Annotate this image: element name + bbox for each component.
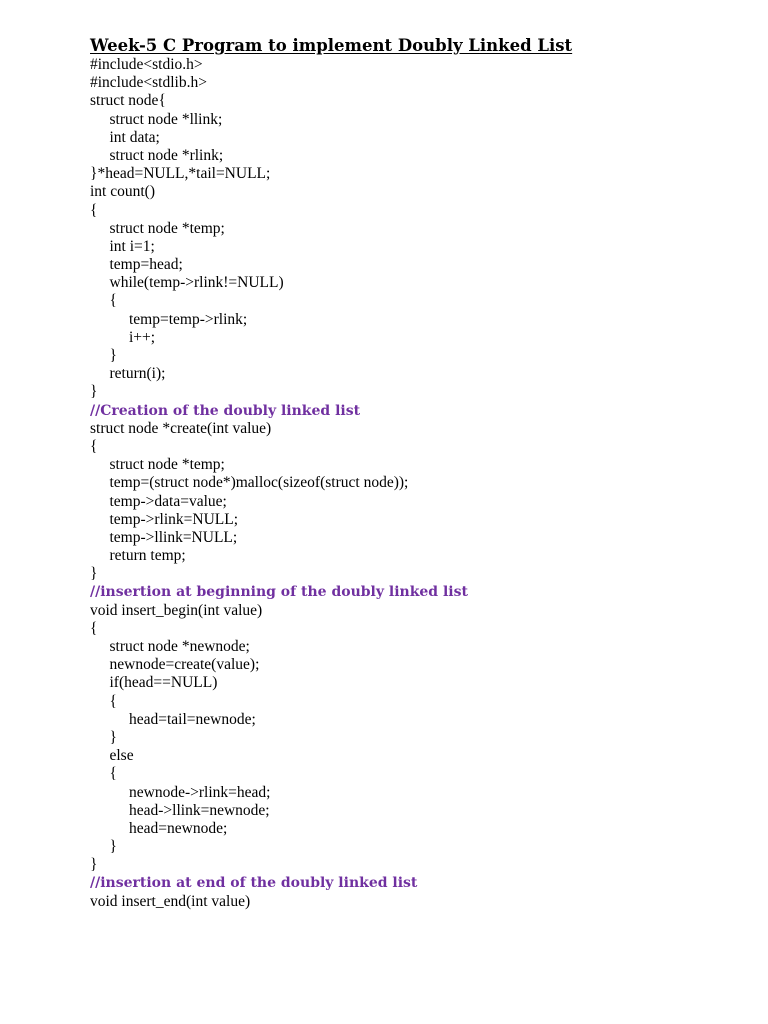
code-line: struct node *newnode; bbox=[109, 638, 250, 655]
code-line: { bbox=[90, 201, 98, 219]
code-line: while(temp->rlink!=NULL) bbox=[109, 274, 284, 292]
code-line: temp->rlink=NULL; bbox=[109, 510, 239, 528]
code-line: head=newnode; bbox=[129, 819, 228, 837]
code-line: } bbox=[109, 728, 117, 746]
document-title: Week-5 C Program to implement Doubly Linked List bbox=[90, 36, 573, 55]
code-line: { bbox=[90, 437, 98, 455]
code-line: struct node *temp; bbox=[109, 219, 225, 237]
code-line: } bbox=[90, 383, 98, 401]
code-line: struct node *rlink; bbox=[109, 146, 224, 164]
code-line: temp->llink=NULL; bbox=[109, 528, 238, 546]
code-line: struct node *temp; bbox=[109, 456, 225, 474]
code-line: newnode->rlink=head; bbox=[129, 783, 271, 801]
code-line: return(i); bbox=[109, 365, 166, 383]
code-line: } bbox=[90, 856, 98, 874]
code-line: temp=head; bbox=[109, 256, 183, 274]
code-line: else bbox=[109, 747, 134, 765]
code-line: struct node{ bbox=[90, 92, 166, 110]
code-line: { bbox=[109, 765, 117, 783]
code-listing bbox=[90, 56, 730, 911]
code-line: i++; bbox=[129, 328, 156, 346]
code-line: struct node *create(int value) bbox=[90, 419, 272, 437]
document-page bbox=[90, 36, 730, 911]
code-line: { bbox=[109, 292, 117, 310]
code-line: struct node *llink; bbox=[109, 110, 223, 128]
code-line: int i=1; bbox=[109, 237, 155, 255]
code-comment: //Creation of the doubly linked list bbox=[90, 402, 361, 419]
code-line: } bbox=[109, 347, 117, 364]
code-line: { bbox=[109, 692, 117, 710]
code-line: temp=temp->rlink; bbox=[129, 310, 248, 328]
code-line: #include<stdio.h> bbox=[90, 56, 203, 73]
code-line: }*head=NULL,*tail=NULL; bbox=[90, 165, 271, 183]
code-line: head->llink=newnode; bbox=[129, 801, 270, 819]
code-line: int count() bbox=[90, 183, 155, 201]
code-line: } bbox=[109, 838, 117, 856]
code-line: #include<stdlib.h> bbox=[90, 74, 207, 92]
code-line: if(head==NULL) bbox=[109, 674, 218, 692]
code-line: newnode=create(value); bbox=[109, 656, 260, 674]
code-line: } bbox=[90, 565, 98, 583]
code-comment: //insertion at end of the doubly linked list bbox=[90, 875, 418, 892]
code-line: head=tail=newnode; bbox=[129, 710, 256, 728]
code-line: return temp; bbox=[109, 547, 186, 565]
code-line: temp->data=value; bbox=[109, 492, 227, 510]
code-line: int data; bbox=[109, 128, 160, 146]
code-line: void insert_begin(int value) bbox=[90, 601, 263, 619]
code-comment: //insertion at beginning of the doubly linked list bbox=[90, 584, 468, 601]
code-line: void insert_end(int value) bbox=[90, 892, 251, 910]
code-line: { bbox=[90, 619, 98, 637]
code-line: temp=(struct node*)malloc(sizeof(struct node)); bbox=[109, 474, 409, 492]
